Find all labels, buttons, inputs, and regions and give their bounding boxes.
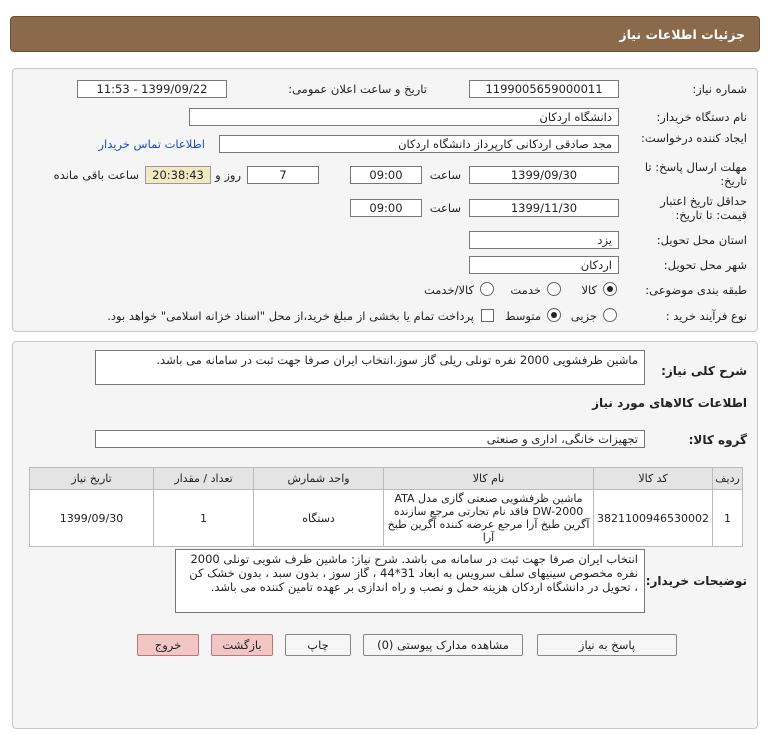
process-option-medium: متوسط [504, 309, 541, 323]
need-number-label: شماره نیاز: [692, 82, 747, 96]
validity-label: حداقل تاریخ اعتبار قیمت: تا تاریخ: [660, 194, 747, 222]
contact-buyer-link[interactable]: اطلاعات تماس خریدار [98, 137, 205, 151]
col-code: کد کالا [594, 468, 713, 490]
table-row [30, 490, 743, 547]
treasury-payment-note: پرداخت تمام یا بخشی از مبلغ خرید،از محل "اسناد خزانه اسلامی" خواهد بود. [107, 309, 474, 323]
row-unit: دستگاه [254, 490, 384, 547]
back-button[interactable]: بازگشت [211, 634, 273, 656]
category-option-goods-service: کالا/خدمت [423, 283, 474, 297]
deadline-time-field: 09:00 [350, 166, 422, 184]
buyer-notes-label: توضیحات خریدار: [645, 574, 747, 588]
row-qty: 1 [154, 490, 254, 547]
remaining-time-field: 20:38:43 [145, 166, 211, 184]
province-field: یزد [469, 231, 619, 249]
buyer-label: نام دستگاه خریدار: [656, 110, 747, 124]
validity-time-field: 09:00 [350, 199, 422, 217]
buyer-field: دانشگاه اردکان [189, 108, 619, 126]
process-radio-minor[interactable] [603, 308, 617, 322]
deadline-label: مهلت ارسال پاسخ: تا تاریخ: [644, 160, 747, 188]
row-date: 1399/09/30 [30, 490, 154, 547]
category-option-goods: کالا [581, 283, 597, 297]
page-header [10, 16, 760, 52]
col-date: تاریخ نیاز [30, 468, 154, 490]
city-field: اردکان [469, 256, 619, 274]
page-title: جزئیات اطلاعات نیاز [619, 26, 745, 42]
process-radio-medium[interactable] [547, 308, 561, 322]
creator-label: ایجاد کننده درخواست: [641, 131, 747, 145]
col-unit: واحد شمارش [254, 468, 384, 490]
category-radio-goods[interactable] [603, 282, 617, 296]
province-label: استان محل تحویل: [656, 233, 747, 247]
category-option-service: خدمت [510, 283, 541, 297]
process-label: نوع فرآیند خرید : [665, 309, 747, 323]
category-label: طبقه بندی موضوعی: [645, 283, 747, 297]
row-index: 1 [713, 490, 743, 547]
goods-group-field: تجهیزات خانگی، اداری و صنعتی [95, 430, 645, 448]
summary-label: شرح کلی نیاز: [661, 364, 747, 378]
goods-section-title: اطلاعات کالاهای مورد نیاز [592, 396, 747, 410]
col-name: نام کالا [384, 468, 594, 490]
items-panel [12, 341, 758, 729]
days-label: روز و [215, 168, 241, 182]
col-qty: تعداد / مقدار [154, 468, 254, 490]
validity-time-label: ساعت [429, 201, 461, 215]
days-field: 7 [247, 166, 319, 184]
announce-field: 1399/09/22 - 11:53 [77, 80, 227, 98]
row-name: ماشین ظرفشویی صنعتی گازی مدل ATA DW-2000 فاقد نام تجارتی مرجع سازنده آگرین طبخ آرا مرجع عرضه کننده آگرین طبخ آرا [384, 490, 594, 547]
category-radio-goods-service[interactable] [480, 282, 494, 296]
exit-button[interactable]: خروج [137, 634, 199, 656]
print-button[interactable]: چاپ [285, 634, 351, 656]
col-index: ردیف [713, 468, 743, 490]
goods-table [29, 467, 743, 547]
goods-group-label: گروه کالا: [688, 433, 747, 447]
creator-field: مجد صادقی اردکانی کارپرداز دانشگاه اردکان [219, 135, 619, 153]
category-radio-service[interactable] [547, 282, 561, 296]
city-label: شهر محل تحویل: [663, 258, 747, 272]
goods-table-header [30, 468, 743, 490]
treasury-payment-checkbox[interactable] [481, 309, 494, 322]
reply-button[interactable]: پاسخ به نیاز [537, 634, 677, 656]
deadline-date-field: 1399/09/30 [469, 166, 619, 184]
buyer-notes-field: انتخاب ایران صرفا جهت ثبت در سامانه می باشد. شرح نیاز: ماشین ظرف شویی تونلی 2000 نفره مخصوص سینیهای سلف سرویس به ابعاد 31*44 ، گاز سوز ، بدون سبد ، بدون خشک کن ، تحویل در دانشگاه اردکان هزینه حمل و نصب و راه اندازی بر عهده تامین کننده می باشد. [175, 549, 645, 613]
row-code: 3821100946530002 [594, 490, 713, 547]
details-panel [12, 68, 758, 332]
process-option-minor: جزیی [570, 309, 597, 323]
attachments-button[interactable]: مشاهده مدارک پیوستی (0) [363, 634, 523, 656]
remaining-label: ساعت باقی مانده [53, 168, 139, 182]
need-number-field: 1199005659000011 [469, 80, 619, 98]
summary-field: ماشین ظرفشویی 2000 نفره تونلی ریلی گاز سوز.انتخاب ایران صرفا جهت ثبت در سامانه می باشد. [95, 350, 645, 385]
announce-label: تاریخ و ساعت اعلان عمومی: [288, 82, 427, 96]
deadline-time-label: ساعت [429, 168, 461, 182]
validity-date-field: 1399/11/30 [469, 199, 619, 217]
